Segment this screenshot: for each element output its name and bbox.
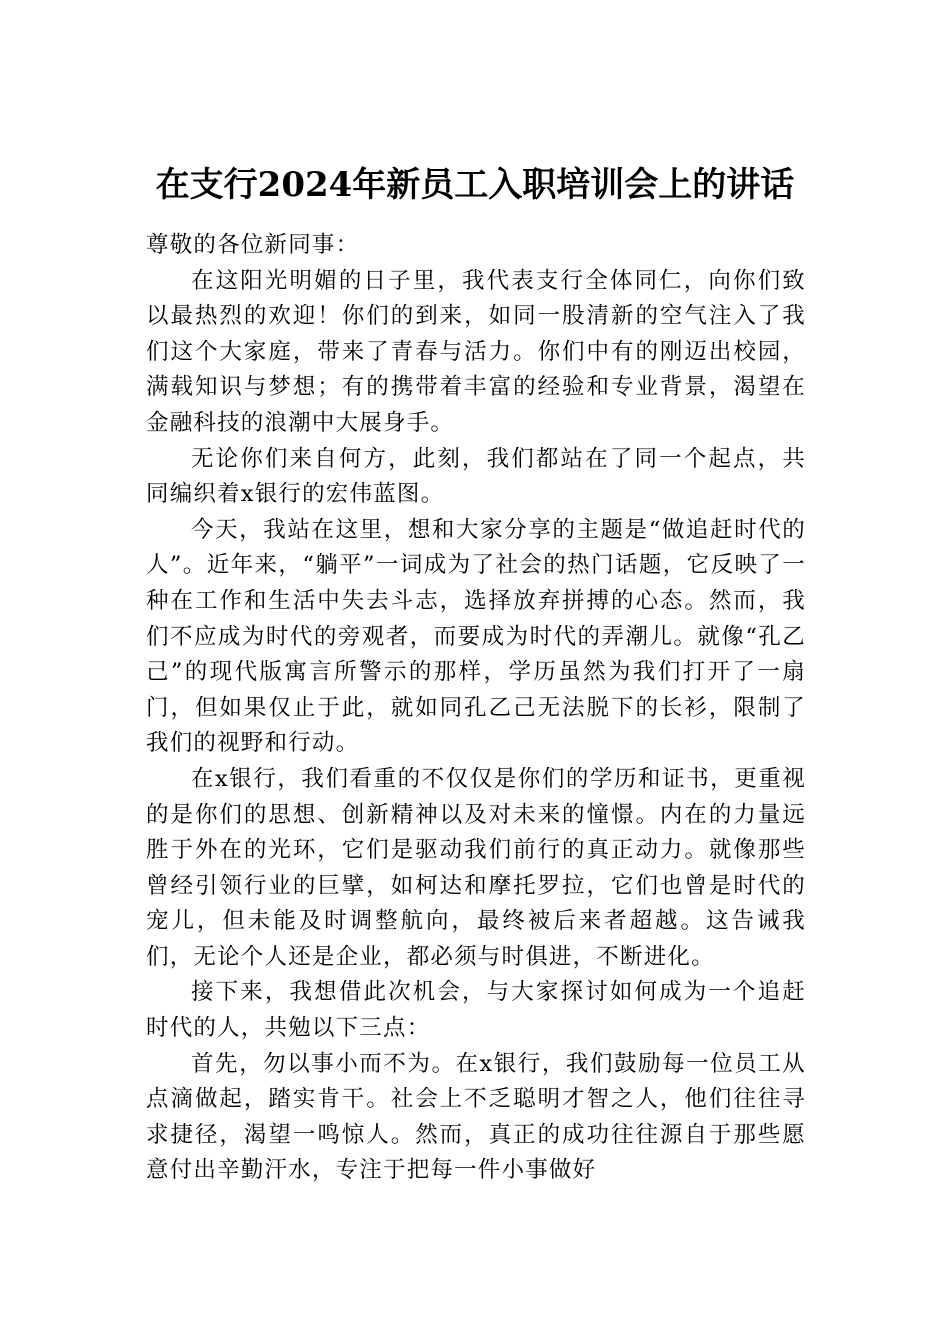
document-title: 在支行2024年新员工入职培训会上的讲话 (155, 165, 795, 205)
paragraph-welcome: 在这阳光明媚的日子里，我代表支行全体同仁，向你们致以最热烈的欢迎！你们的到来，如同一股清新的空气注入了我们这个大家庭，带来了青春与活力。你们中有的刚迈出校园，满载知识与梦想；有的携带着丰富的经验和专业背景，渴望在金融科技的浪潮中大展身手。 (146, 267, 806, 436)
paragraph-first-point: 首先，勿以事小而不为。在x银行，我们鼓励每一位员工从点滴做起，踏实肯干。社会上不乏聪明才智之人，他们往往寻求捷径，渴望一鸣惊人。然而，真正的成功往往源自于那些愿意付出辛勤汗水，专注于把每一件小事做好 (146, 1050, 806, 1184)
salutation: 尊敬的各位新同事： (146, 232, 360, 258)
paragraph-starting-point: 无论你们来自何方，此刻，我们都站在了同一个起点，共同编织着x银行的宏伟蓝图。 (146, 445, 806, 508)
paragraph-theme: 今天，我站在这里，想和大家分享的主题是“做追赶时代的人”。近年来，“躺平”一词成为了社会的热门话题，它反映了一种在工作和生活中失去斗志，选择放弃拼搏的心态。然而，我们不应成为时代的旁观者，而要成为时代的弄潮儿。就像“孔乙己”的现代版寓言所警示的那样，学历虽然为我们打开了一扇门，但如果仅止于此，就如同孔乙己无法脱下的长衫，限制了我们的视野和行动。 (146, 516, 806, 757)
document-body (146, 228, 806, 1189)
paragraph-three-points-intro: 接下来，我想借此次机会，与大家探讨如何成为一个追赶时代的人，共勉以下三点： (146, 979, 806, 1042)
paragraph-values: 在x银行，我们看重的不仅仅是你们的学历和证书，更重视的是你们的思想、创新精神以及对未来的憧憬。内在的力量远胜于外在的光环，它们是驱动我们前行的真正动力。就像那些曾经引领行业的巨擘，如柯达和摩托罗拉，它们也曾是时代的宠儿，但未能及时调整航向，最终被后来者超越。这告诫我们，无论个人还是企业，都必须与时俱进，不断进化。 (146, 765, 806, 970)
